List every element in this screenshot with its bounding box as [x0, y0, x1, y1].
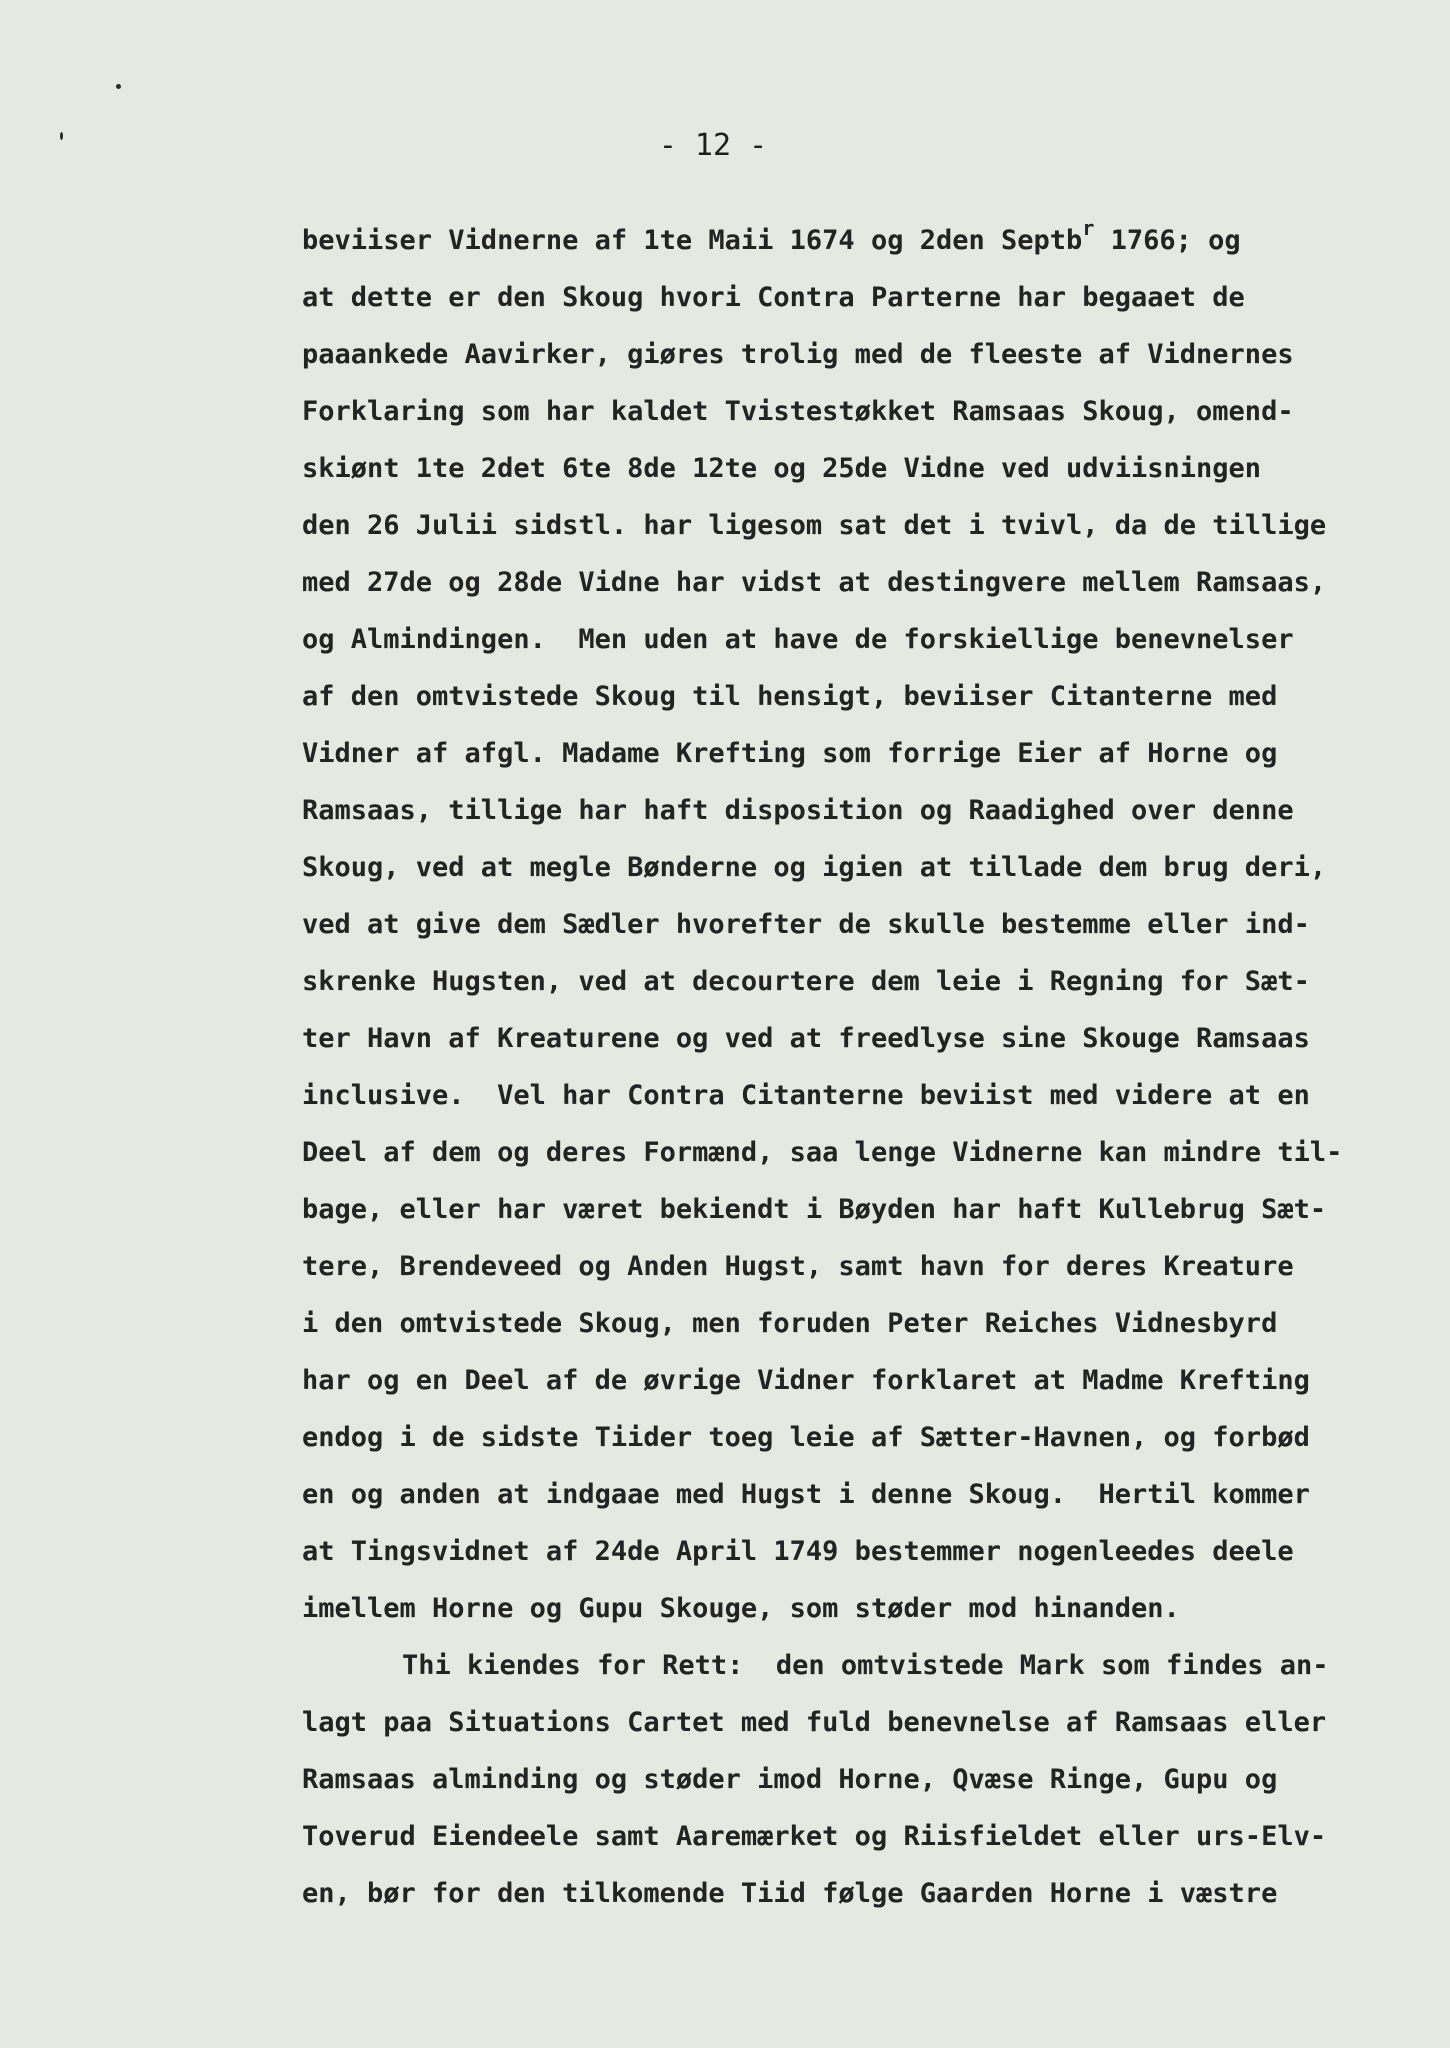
body-text — [302, 212, 1412, 1922]
text-line: beviiser Vidnerne af 1te Maii 1674 og 2den Septb$^r$ 1766; og — [302, 216, 1241, 256]
text-line: en, bør for den tilkomende Tiid følge Gaarden Horne i væstre — [302, 1878, 1278, 1909]
text-line: med 27de og 28de Vidne har vidst at destingvere mellem Ramsaas, — [302, 567, 1327, 598]
text-line: Vidner af afgl. Madame Krefting som forrige Eier af Horne og — [302, 738, 1278, 769]
text-line: tere, Brendeveed og Anden Hugst, samt havn for deres Kreature — [302, 1251, 1294, 1282]
text-line: bage, eller har været bekiendt i Bøyden har haft Kullebrug Sæt- — [302, 1194, 1327, 1225]
text-line: imellem Horne og Gupu Skouge, som støder mod hinanden. — [302, 1593, 1180, 1624]
text-line: skiønt 1te 2det 6te 8de 12te og 25de Vidne ved udviisningen — [302, 453, 1262, 484]
text-line: i den omtvistede Skoug, men foruden Peter Reiches Vidnesbyrd — [302, 1308, 1278, 1339]
text-line: Forklaring som har kaldet Tvistestøkket Ramsaas Skoug, omend- — [302, 396, 1294, 427]
text-line: har og en Deel af de øvrige Vidner forklaret at Madme Krefting — [302, 1365, 1310, 1396]
text-line: den 26 Julii sidstl. har ligesom sat det i tvivl, da de tillige — [302, 510, 1327, 541]
ink-speck — [116, 84, 121, 89]
text-line: Toverud Eiendeele samt Aaremærket og Riisfieldet eller urs-Elv- — [302, 1821, 1327, 1852]
text-line: og Almindingen. Men uden at have de forskiellige benevnelser — [302, 624, 1294, 655]
text-line: en og anden at indgaae med Hugst i denne Skoug. Hertil kommer — [302, 1479, 1310, 1510]
text-line: at Tingsvidnet af 24de April 1749 bestemmer nogenleedes deele — [302, 1536, 1294, 1567]
text-line: inclusive. Vel har Contra Citanterne beviist med videre at en — [302, 1080, 1310, 1111]
page-number: - 12 - — [658, 128, 768, 163]
text-line: ved at give dem Sædler hvorefter de skulle bestemme eller ind- — [302, 909, 1310, 940]
text-line: Deel af dem og deres Formænd, saa lenge Vidnerne kan mindre til- — [302, 1137, 1343, 1168]
text-line: paaankede Aavirker, giøres trolig med de fleeste af Vidnernes — [302, 339, 1294, 370]
text-line: lagt paa Situations Cartet med fuld benevnelse af Ramsaas eller — [302, 1707, 1327, 1738]
text-line: skrenke Hugsten, ved at decourtere dem leie i Regning for Sæt- — [302, 966, 1310, 997]
text-line: Skoug, ved at megle Bønderne og igien at tillade dem brug deri, — [302, 852, 1327, 883]
text-line: at dette er den Skoug hvori Contra Parterne har begaaet de — [302, 282, 1245, 313]
text-line: endog i de sidste Tiider toeg leie af Sætter-Havnen, og forbød — [302, 1422, 1310, 1453]
text-line: af den omtvistede Skoug til hensigt, beviiser Citanterne med — [302, 681, 1278, 712]
superscript: r — [1082, 216, 1095, 240]
text-line: Ramsaas alminding og støder imod Horne, Qvæse Ringe, Gupu og — [302, 1764, 1278, 1795]
text-line: ter Havn af Kreaturene og ved at freedlyse sine Skouge Ramsaas — [302, 1023, 1310, 1054]
text-line: Ramsaas, tillige har haft disposition og Raadighed over denne — [302, 795, 1294, 826]
paragraph-start-line: Thi kiendes for Rett: den omtvistede Mark som findes an- — [402, 1650, 1329, 1681]
